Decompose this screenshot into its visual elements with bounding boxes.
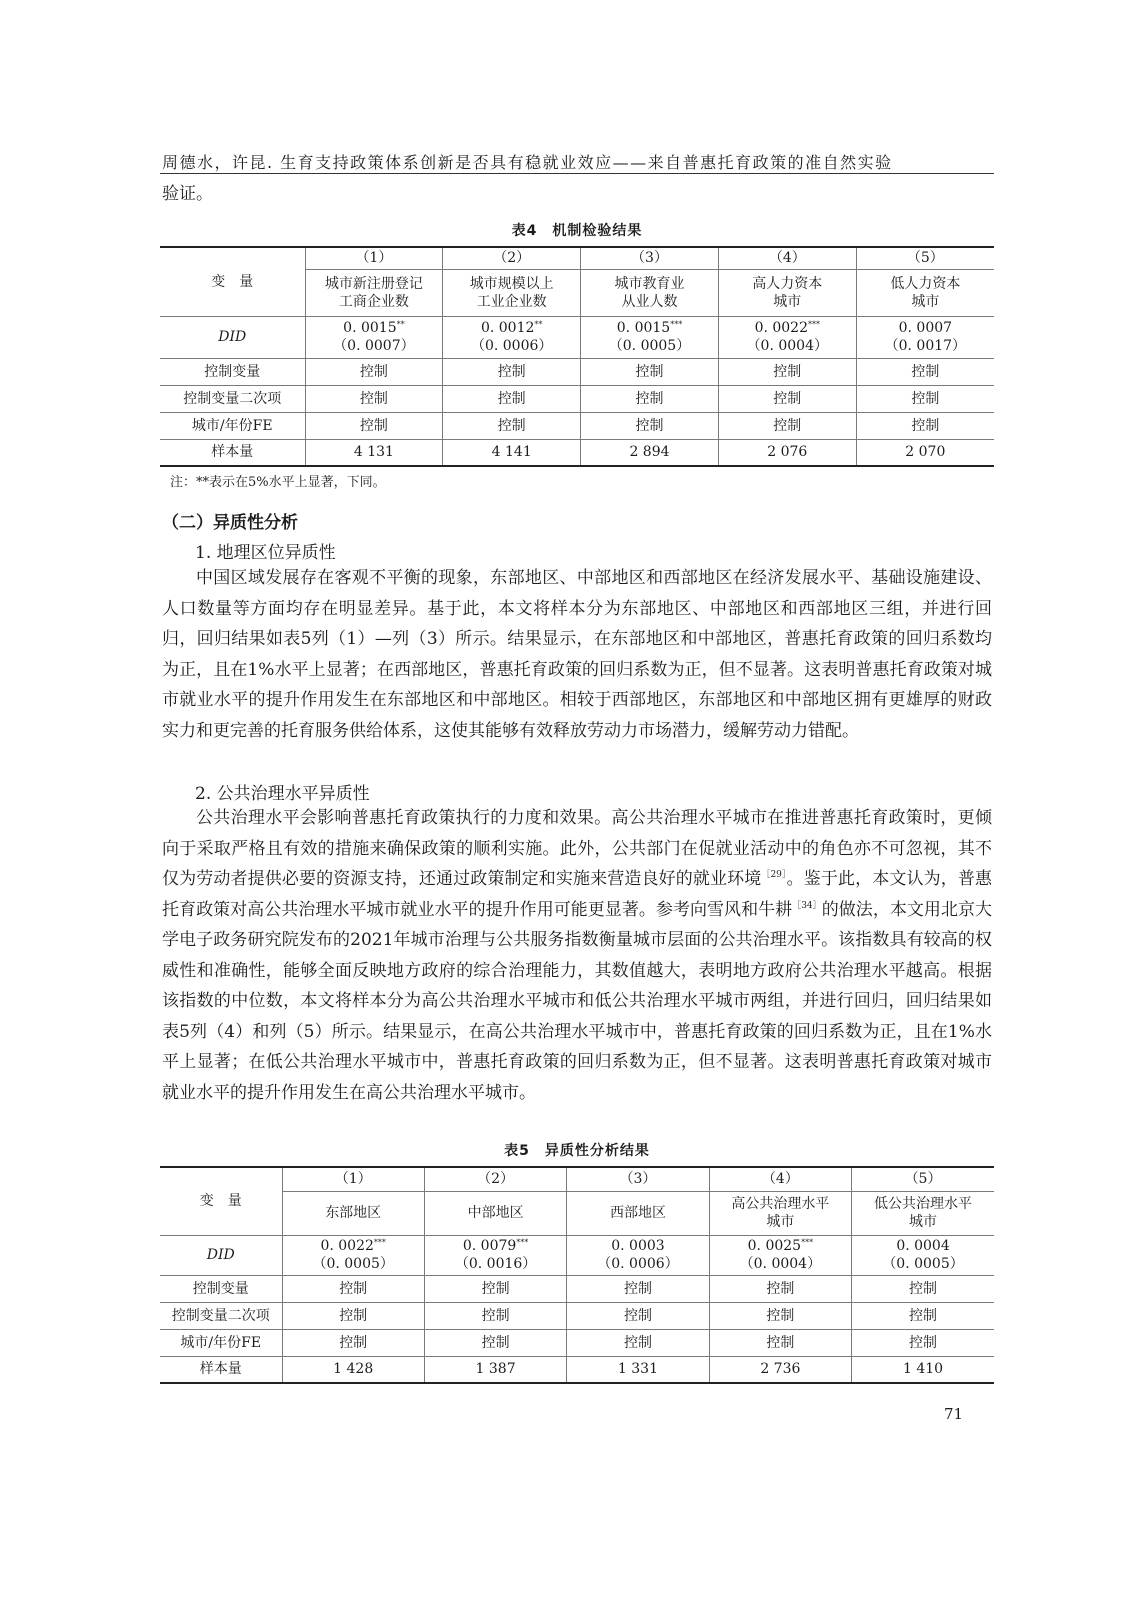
subsection-heading: 2. 公共治理水平异质性 bbox=[195, 784, 370, 804]
table5-cell: 控制 bbox=[709, 1275, 851, 1302]
table5-colname-row bbox=[160, 1191, 994, 1235]
table4-colnum: （1） bbox=[305, 247, 443, 269]
section-heading: （二）异质性分析 bbox=[162, 513, 298, 533]
table4-colnum: （4） bbox=[718, 247, 856, 269]
table5-colname: 西部地区 bbox=[567, 1191, 709, 1235]
table5-row-label: 控制变量二次项 bbox=[160, 1302, 282, 1329]
table4-row-label: 控制变量二次项 bbox=[160, 385, 305, 412]
table4-cell: 4 131 bbox=[305, 439, 443, 466]
table5-did-cell: 0. 0022*** （0. 0005） bbox=[282, 1235, 424, 1275]
table4-cell: 控制 bbox=[856, 412, 994, 439]
table4-cell: 控制 bbox=[856, 385, 994, 412]
citation: ［29］ bbox=[761, 870, 787, 880]
table4-cell: 控制 bbox=[581, 412, 719, 439]
table4-did-row bbox=[160, 316, 994, 358]
table4-cell: 控制 bbox=[581, 385, 719, 412]
table4-row-label: 样本量 bbox=[160, 439, 305, 466]
table5-row-label: 城市/年份FE bbox=[160, 1329, 282, 1356]
table4-did-cell: 0. 0007 （0. 0017） bbox=[856, 316, 994, 358]
table5-colnum: （1） bbox=[282, 1167, 424, 1191]
table5-cell: 1 387 bbox=[424, 1356, 566, 1383]
table4-cell: 控制 bbox=[856, 358, 994, 385]
table5-colnum: （2） bbox=[424, 1167, 566, 1191]
table4-cell: 2 070 bbox=[856, 439, 994, 466]
table5-cell: 控制 bbox=[424, 1302, 566, 1329]
table5-cell: 控制 bbox=[282, 1275, 424, 1302]
table4-colname: 低人力资本 城市 bbox=[856, 269, 994, 316]
table5-colname: 低公共治理水平 城市 bbox=[852, 1191, 994, 1235]
table5-cell: 1 331 bbox=[567, 1356, 709, 1383]
table5-cell: 控制 bbox=[567, 1302, 709, 1329]
table5-did-row bbox=[160, 1235, 994, 1275]
page-number: 71 bbox=[944, 1405, 964, 1423]
table4-did-cell: 0. 0012** （0. 0006） bbox=[443, 316, 581, 358]
table5-cell: 控制 bbox=[709, 1329, 851, 1356]
table5-cell: 控制 bbox=[852, 1329, 994, 1356]
table4-colname: 城市新注册登记 工商企业数 bbox=[305, 269, 443, 316]
table5-cell: 控制 bbox=[567, 1329, 709, 1356]
table5-row bbox=[160, 1329, 994, 1356]
table4-var-header: 变 量 bbox=[160, 247, 305, 316]
table5-cell: 控制 bbox=[567, 1275, 709, 1302]
table5-row-label: 控制变量 bbox=[160, 1275, 282, 1302]
intro-fragment: 验证。 bbox=[162, 184, 213, 204]
table5-cell: 控制 bbox=[852, 1302, 994, 1329]
running-head: 周德水，许昆. 生育支持政策体系创新是否具有稳就业效应——来自普惠托育政策的准自然实验 bbox=[162, 153, 893, 172]
table4-row bbox=[160, 385, 994, 412]
header-rule bbox=[160, 173, 994, 174]
table4 bbox=[160, 246, 994, 467]
table4-cell: 控制 bbox=[443, 358, 581, 385]
table5-row bbox=[160, 1302, 994, 1329]
table4-cell: 2 076 bbox=[718, 439, 856, 466]
table4-cell: 4 141 bbox=[443, 439, 581, 466]
table4-row bbox=[160, 412, 994, 439]
table4-cell: 2 894 bbox=[581, 439, 719, 466]
table4-row bbox=[160, 439, 994, 466]
table5-cell: 控制 bbox=[852, 1275, 994, 1302]
table4-colname: 高人力资本 城市 bbox=[718, 269, 856, 316]
table4-cell: 控制 bbox=[305, 412, 443, 439]
table5-colnum-row bbox=[160, 1167, 994, 1191]
table4-note: 注：**表示在5%水平上显著，下同。 bbox=[170, 475, 386, 490]
table4-cell: 控制 bbox=[443, 412, 581, 439]
table4-colnum: （5） bbox=[856, 247, 994, 269]
table5-colnum: （5） bbox=[852, 1167, 994, 1191]
table5-colname: 东部地区 bbox=[282, 1191, 424, 1235]
table5-row bbox=[160, 1356, 994, 1383]
table4-cell: 控制 bbox=[305, 385, 443, 412]
table5-cell: 控制 bbox=[709, 1302, 851, 1329]
table4-did-cell: 0. 0015*** （0. 0005） bbox=[581, 316, 719, 358]
table5-row bbox=[160, 1275, 994, 1302]
table4-colnum-row bbox=[160, 247, 994, 269]
table5-did-label: DID bbox=[160, 1235, 282, 1275]
table4-did-label: DID bbox=[160, 316, 305, 358]
table5-cell: 控制 bbox=[424, 1275, 566, 1302]
table5-did-cell: 0. 0079*** （0. 0016） bbox=[424, 1235, 566, 1275]
table5-caption: 表5 异质性分析结果 bbox=[504, 1143, 650, 1159]
table4-colname: 城市教育业 从业人数 bbox=[581, 269, 719, 316]
table5-did-cell: 0. 0003 （0. 0006） bbox=[567, 1235, 709, 1275]
table5-cell: 控制 bbox=[282, 1302, 424, 1329]
paragraph: 公共治理水平会影响普惠托育政策执行的力度和效果。高公共治理水平城市在推进普惠托育政策时，更倾向于采取严格且有效的措施来确保政策的顺利实施。此外，公共部门在促就业活动中的角色亦不可忽视，其不仅为劳动者提供必要的资源支持，还通过政策制定和实施来营造良好的就业环境$^{[29]}$。鉴于此，本文认为，普惠托育政策对高公共治理水平城市就业水平的提升作用可能更显著。参考向雪风和牛耕$^{[34]}$的做法，本文用北京大学电子政务研究院发布的2021年城市治理与公共服务指数衡量城市层面的公共治理水平。该指数具有较高的权威性和准确性，能够全面反映地方政府的综合治理能力，其数值越大，表明地方政府公共治理水平越高。根据该指数的中位数，本文将样本分为高公共治理水平城市和低公共治理水平城市两组，并进行回归，回归结果如表5列（4）和列（5）所示。结果显示，在高公共治理水平城市中，普惠托育政策的回归系数为正，且在1%水平上显著；在低公共治理水平城市中，普惠托育政策的回归系数为正，但不显著。这表明普惠托育政策对城市就业水平的提升作用发生在高公共治理水平城市。 bbox=[162, 808, 993, 1103]
paragraph: 中国区域发展存在客观不平衡的现象，东部地区、中部地区和西部地区在经济发展水平、基础设施建设、人口数量等方面均存在明显差异。基于此，本文将样本分为东部地区、中部地区和西部地区三组，并进行回归，回归结果如表5列（1）—列（3）所示。结果显示，在东部地区和中部地区，普惠托育政策的回归系数均为正，且在1%水平上显著；在西部地区，普惠托育政策的回归系数为正，但不显著。这表明普惠托育政策对城市就业水平的提升作用发生在东部地区和中部地区。相较于西部地区，东部地区和中部地区拥有更雄厚的财政实力和更完善的托育服务供给体系，这使其能够有效释放劳动力市场潜力，缓解劳动力错配。 bbox=[162, 568, 992, 741]
table5-cell: 控制 bbox=[282, 1329, 424, 1356]
table4-cell: 控制 bbox=[718, 358, 856, 385]
table4-did-cell: 0. 0015** （0. 0007） bbox=[305, 316, 443, 358]
table5-colnum: （4） bbox=[709, 1167, 851, 1191]
table4-row-label: 城市/年份FE bbox=[160, 412, 305, 439]
table4-colnum: （2） bbox=[443, 247, 581, 269]
table5-colname: 中部地区 bbox=[424, 1191, 566, 1235]
table5-cell: 2 736 bbox=[709, 1356, 851, 1383]
table5-cell: 控制 bbox=[424, 1329, 566, 1356]
table4-cell: 控制 bbox=[718, 412, 856, 439]
table5-cell: 1 428 bbox=[282, 1356, 424, 1383]
table4-row bbox=[160, 358, 994, 385]
table5-colname: 高公共治理水平 城市 bbox=[709, 1191, 851, 1235]
table4-cell: 控制 bbox=[581, 358, 719, 385]
table4-cell: 控制 bbox=[443, 385, 581, 412]
table4-row-label: 控制变量 bbox=[160, 358, 305, 385]
table4-cell: 控制 bbox=[718, 385, 856, 412]
table4-colnum: （3） bbox=[581, 247, 719, 269]
table4-colname: 城市规模以上 工业企业数 bbox=[443, 269, 581, 316]
table4-cell: 控制 bbox=[305, 358, 443, 385]
table5-did-cell: 0. 0004 （0. 0005） bbox=[852, 1235, 994, 1275]
table5-var-header: 变 量 bbox=[160, 1167, 282, 1235]
table5-did-cell: 0. 0025*** （0. 0004） bbox=[709, 1235, 851, 1275]
table5 bbox=[160, 1166, 994, 1384]
table5-cell: 1 410 bbox=[852, 1356, 994, 1383]
subsection-heading: 1. 地理区位异质性 bbox=[195, 543, 336, 563]
table5-row-label: 样本量 bbox=[160, 1356, 282, 1383]
citation: ［34］ bbox=[792, 900, 822, 911]
table4-caption: 表4 机制检验结果 bbox=[511, 223, 643, 239]
table5-colnum: （3） bbox=[567, 1167, 709, 1191]
table4-did-cell: 0. 0022*** （0. 0004） bbox=[718, 316, 856, 358]
